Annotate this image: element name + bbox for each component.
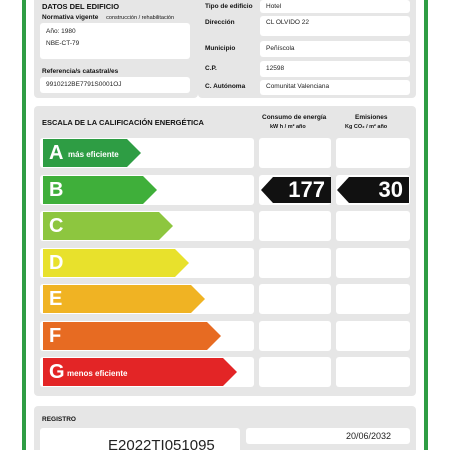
emissions-cell — [336, 138, 410, 168]
consumption-cell — [259, 357, 331, 387]
emissions-header: Emisiones — [355, 114, 388, 121]
field-box-tipo — [260, 0, 410, 13]
consumption-rating-value: 177 — [288, 176, 325, 202]
referencia-label: Referencia/s catastral/es — [42, 68, 119, 75]
consumption-cell — [259, 248, 331, 278]
consumption-cell — [259, 321, 331, 351]
field-label-autonoma: C. Autónoma — [205, 83, 246, 90]
left-green-border — [0, 0, 26, 450]
registry-number: E2022TI051095 — [108, 437, 215, 450]
class-description: menos eficiente — [67, 369, 128, 378]
class-letter: C — [49, 215, 64, 237]
class-arrow-d — [43, 249, 189, 277]
normativa-year: Año: 1980 — [46, 28, 76, 35]
field-label-cp: C.P. — [205, 65, 217, 72]
class-description: más eficiente — [68, 150, 119, 159]
emissions-cell — [336, 211, 410, 241]
field-label-direccion: Dirección — [205, 19, 235, 26]
class-letter: E — [49, 288, 63, 310]
class-arrow-b — [43, 176, 157, 204]
referencia-value: 9910212BE7791S0001OJ — [46, 81, 122, 88]
emissions-cell — [336, 357, 410, 387]
field-label-municipio: Municipio — [205, 45, 236, 52]
class-letter: F — [49, 324, 62, 347]
right-green-border — [424, 0, 450, 450]
normativa-norm: NBE-CT-79 — [46, 40, 80, 47]
class-arrow-c — [43, 212, 173, 240]
field-value-municipio: Peñíscola — [266, 45, 295, 52]
emissions-cell — [336, 321, 410, 351]
field-value-autonoma: Comunitat Valenciana — [266, 83, 330, 90]
normativa-label-text: Normativa vigente — [42, 14, 99, 21]
class-arrow-shape — [43, 322, 221, 350]
class-letter: B — [49, 178, 64, 201]
emissions-rating — [337, 177, 409, 203]
consumption-cell — [259, 138, 331, 168]
registry-label: REGISTRO — [42, 416, 76, 423]
field-value-cp: 12598 — [266, 65, 285, 72]
building-section-title: DATOS DEL EDIFICIO — [42, 2, 120, 11]
emissions-rating-value: 30 — [378, 176, 403, 202]
consumption-cell — [259, 284, 331, 314]
field-value-tipo: Hotel — [266, 3, 282, 10]
consumption-rating — [261, 177, 331, 203]
registry-date: 20/06/2032 — [346, 431, 392, 441]
consumption-unit: kW h / m² año — [270, 124, 306, 130]
class-letter: A — [49, 142, 64, 164]
emissions-cell — [336, 284, 410, 314]
energy-scale-title: ESCALA DE LA CALIFICACIÓN ENERGÉTICA — [42, 118, 204, 127]
class-arrow-a — [43, 139, 141, 167]
consumption-cell — [259, 211, 331, 241]
class-arrow-shape — [43, 249, 189, 277]
normativa-label — [42, 14, 174, 21]
field-label-tipo: Tipo de edificio — [205, 3, 253, 10]
class-letter: D — [49, 251, 64, 274]
consumption-header: Consumo de energía — [262, 114, 327, 121]
emissions-unit: Kg CO₂ / m² año — [345, 124, 388, 130]
normativa-note: construcción / rehabilitación — [106, 15, 175, 21]
class-letter: G — [49, 361, 65, 383]
emissions-cell — [336, 248, 410, 278]
class-arrow-g — [43, 358, 237, 386]
class-arrow-shape — [43, 285, 205, 313]
field-value-direccion: CL OLVIDO 22 — [266, 19, 309, 26]
class-arrow-f — [43, 322, 221, 350]
class-arrow-e — [43, 285, 205, 313]
